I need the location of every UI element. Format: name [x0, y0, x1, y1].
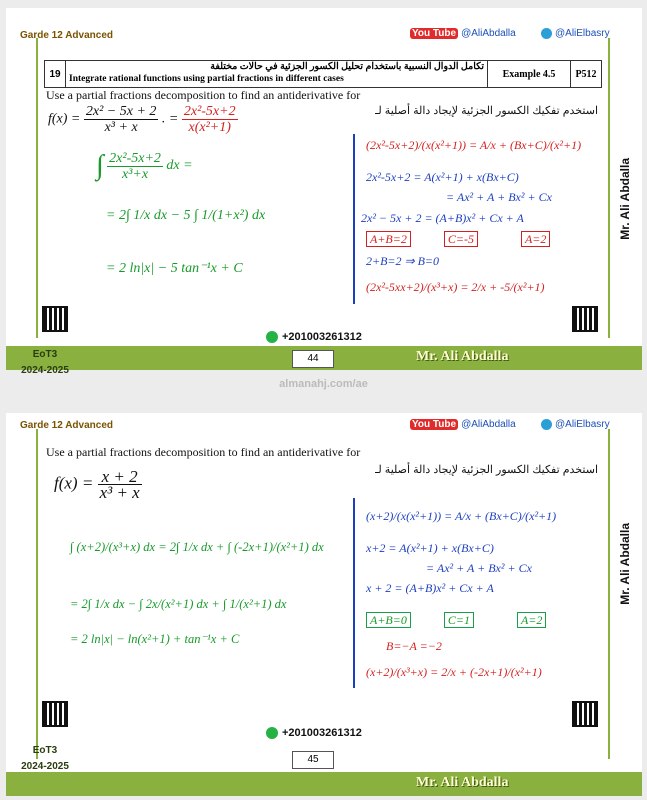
- integral-result: = 2 ln|x| − ln(x²+1) + tan⁻¹x + C: [70, 632, 240, 646]
- decomposition-setup: (2x²-5x+2)/(x(x²+1)) = A/x + (Bx+C)/(x²+1): [366, 138, 582, 152]
- telegram-handle[interactable]: @AliElbasry: [541, 419, 610, 430]
- whatsapp-icon: [266, 331, 278, 343]
- printed-function: f(x) = $\frac{x + 2}{\text{x³ + x}}$: [54, 467, 140, 502]
- clear-denominators: 2x²-5x+2 = A(x²+1) + x(Bx+C): [366, 170, 519, 184]
- grade-label: Garde 12 Advanced: [20, 30, 114, 41]
- youtube-icon: You Tube: [412, 419, 457, 430]
- right-frame-line: [608, 429, 610, 759]
- footer-brand: Mr. Ali Abdalla: [416, 349, 509, 364]
- instruction-arabic: استخدم تفكيك الكسور الجزئية لإيجاد دالة أصلية لـ: [375, 105, 598, 117]
- youtube-handle[interactable]: You Tube @AliAbdalla: [412, 28, 516, 39]
- integral-step-2: = 2∫ 1/x dx − ∫ 2x/(x²+1) dx + ∫ 1/(x²+1) dx: [70, 597, 287, 611]
- eq-a: A=2: [521, 231, 550, 247]
- telegram-icon: [541, 28, 552, 39]
- footer-bar: [6, 772, 642, 796]
- page-number: 44: [292, 350, 334, 368]
- worksheet-page-44: [6, 8, 642, 376]
- worksheet-page-45: [6, 413, 642, 796]
- clear-denominators: x+2 = A(x²+1) + x(Bx+C): [366, 541, 494, 555]
- divider-line: [353, 134, 355, 304]
- whatsapp-contact[interactable]: +201003261312: [266, 331, 362, 343]
- coefficient-boxes: [366, 613, 546, 628]
- telegram-handle[interactable]: @AliElbasry: [541, 28, 610, 39]
- lesson-title-table: [44, 60, 602, 88]
- qr-code-right[interactable]: [572, 701, 598, 727]
- decomposition-setup: (x+2)/(x(x²+1)) = A/x + (Bx+C)/(x²+1): [366, 509, 557, 523]
- telegram-icon: [541, 419, 552, 430]
- whatsapp-icon: [266, 727, 278, 739]
- left-frame-line: [36, 429, 38, 759]
- compare-coefficients: x + 2 = (A+B)x² + Cx + A: [366, 581, 494, 595]
- whatsapp-contact[interactable]: +201003261312: [266, 727, 362, 739]
- author-vertical: Mr. Ali Abdalla: [618, 158, 632, 240]
- qr-code-left[interactable]: [42, 306, 68, 332]
- integral-step-2: = 2∫ 1/x dx − 5 ∫ 1/(1+x²) dx: [106, 208, 266, 223]
- expanded-form: = Ax² + A + Bx² + Cx: [446, 190, 552, 204]
- qr-code-right[interactable]: [572, 306, 598, 332]
- coefficient-boxes: [366, 232, 550, 247]
- decomposition-result: (2x²-5xx+2)/(x³+x) = 2/x + -5/(x²+1): [366, 280, 545, 294]
- integral-setup: ∫ (x+2)/(x³+x) dx = 2∫ 1/x dx + ∫ (-2x+1)/(x²+1) dx: [70, 540, 324, 554]
- page-number: 45: [292, 751, 334, 769]
- author-vertical: Mr. Ali Abdalla: [618, 523, 632, 605]
- page-reference: P512: [575, 68, 597, 80]
- lesson-title: تكامل الدوال النسبية باستخدام تحليل الكسور الجزئية في حالات مختلفة Integrate rational functions using partial fractions in different cases: [66, 61, 488, 87]
- left-frame-line: [36, 38, 38, 338]
- eq-a-plus-b: A+B=2: [366, 231, 411, 247]
- lesson-number: 19: [45, 61, 66, 87]
- term-label: EoT3 2024-2025: [21, 745, 69, 772]
- divider-line: [353, 498, 355, 688]
- expanded-form: = Ax² + A + Bx² + Cx: [426, 561, 532, 575]
- integral-result: = 2 ln|x| − 5 tan⁻¹x + C: [106, 261, 243, 276]
- compare-coefficients: 2x² − 5x + 2 = (A+B)x² + Cx + A: [361, 211, 524, 225]
- right-frame-line: [608, 38, 610, 338]
- integral-setup: ∫ $\frac{\text{2x²-5x+2}}{\text{x³+x}}$ dx =: [96, 150, 193, 182]
- decomposition-result: (x+2)/(x³+x) = 2/x + (-2x+1)/(x²+1): [366, 665, 542, 679]
- solve-b: B=−A =−2: [386, 639, 442, 653]
- eq-a: A=2: [517, 612, 546, 628]
- footer-brand: Mr. Ali Abdalla: [416, 775, 509, 790]
- eq-a-plus-b: A+B=0: [366, 612, 411, 628]
- watermark-separator: almanahj.com/ae: [279, 378, 368, 390]
- qr-code-left[interactable]: [42, 701, 68, 727]
- term-label: EoT3 2024-2025: [21, 349, 69, 376]
- instruction-english: Use a partial fractions decomposition to find an antiderivative for: [46, 88, 361, 102]
- instruction-arabic: استخدم تفكيك الكسور الجزئية لإيجاد دالة أصلية لـ: [375, 464, 598, 476]
- youtube-handle[interactable]: You Tube @AliAbdalla: [412, 419, 516, 430]
- example-label: Example 4.5: [488, 61, 571, 87]
- printed-function: f(x) = $\frac{\text{2x² − 5x + 2}}{\text{x³ + x}}$ . = $\frac{\text{2x²-5x+2}}{\text{x(x²+1)}}$: [48, 104, 236, 135]
- youtube-icon: You Tube: [412, 28, 457, 39]
- eq-c: C=-5: [444, 231, 478, 247]
- eq-c: C=1: [444, 612, 474, 628]
- solve-b: 2+B=2 ⇒ B=0: [366, 254, 440, 268]
- grade-label: Garde 12 Advanced: [20, 420, 114, 431]
- instruction-english: Use a partial fractions decomposition to find an antiderivative for: [46, 445, 361, 459]
